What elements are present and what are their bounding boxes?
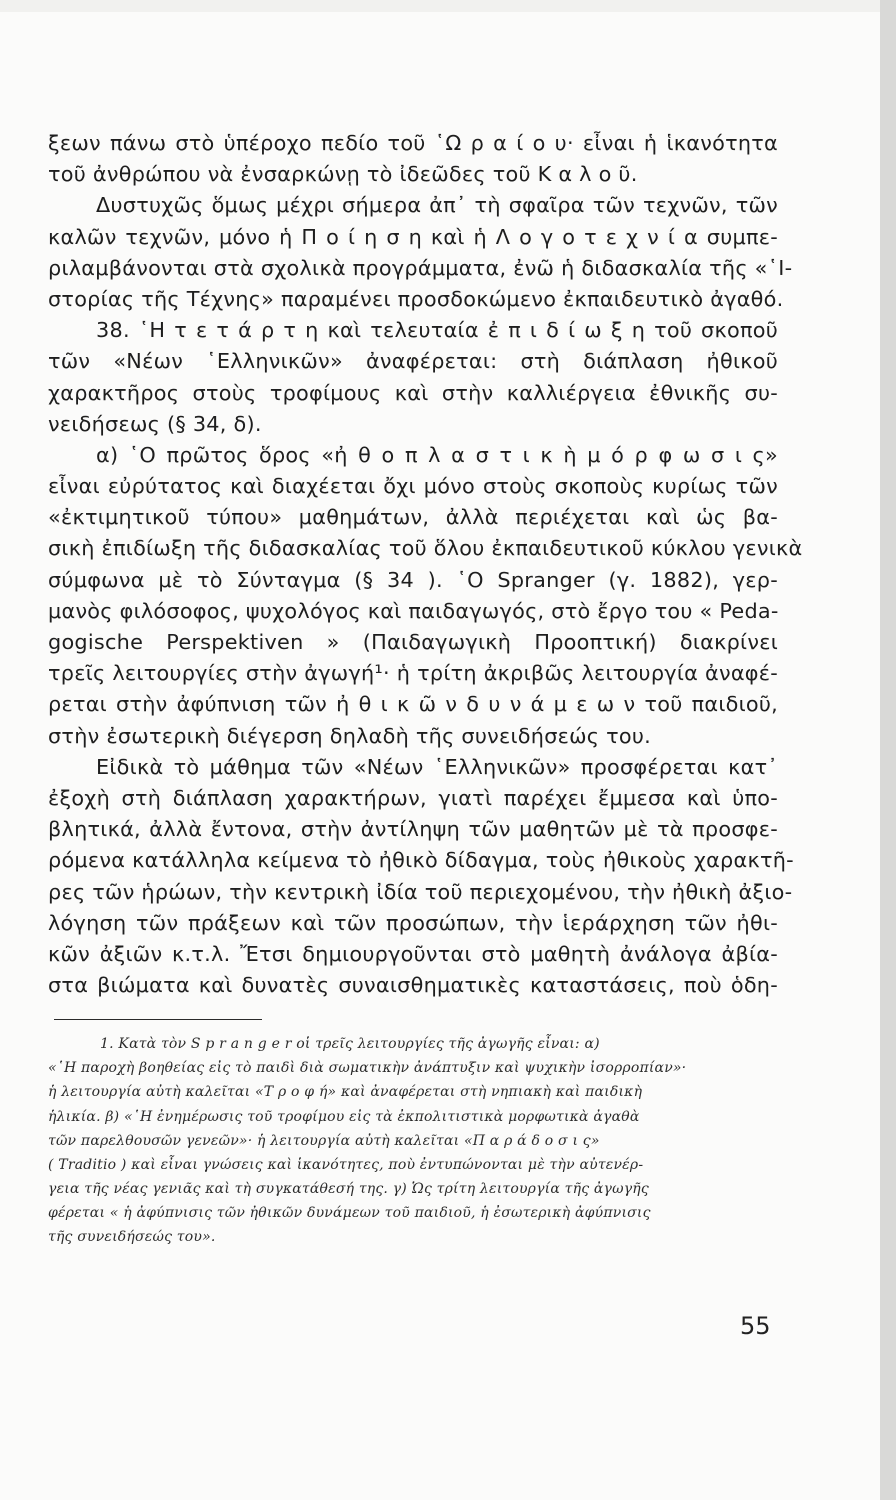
page-body [48, 128, 803, 1249]
footnote-line: γεια τῆς νέας γενιᾶς καὶ τὴ συγκατάθεσή της. γ) Ὡς τρίτη λειτουργία τῆς ἀγωγῆς [48, 1180, 649, 1197]
body-line: καλῶν τεχνῶν, μόνο ἡ Π ο ί η σ η καὶ ἡ Λ ο γ ο τ ε χ ν ί α συμπε- [48, 224, 778, 249]
body-line: λόγηση τῶν πράξεων καὶ τῶν προσώπων, τὴν ἱεράρχηση τῶν ἠθι- [48, 910, 778, 935]
body-line: ριλαμβάνονται στὰ σχολικὰ προγράμματα, ἐνῶ ἡ διδασκαλία τῆς «῾Ι- [48, 255, 793, 280]
body-line: gogische Perspektiven » (Παιδαγωγικὴ Προοπτική) διακρίνει [48, 630, 778, 654]
body-line: ρεται στὴν ἀφύπνιση τῶν ἠ θ ι κ ῶ ν δ υ ν ά μ ε ω ν τοῦ παιδιοῦ, [48, 692, 778, 717]
body-line: νειδήσεως (§ 34, δ). [48, 411, 262, 436]
footnote-line: ( Traditio ) καὶ εἶναι γνώσεις καὶ ἱκανότητες, ποὺ ἐντυπώνονται μὲ τὴν αὐτενέρ- [48, 1156, 644, 1173]
body-line: 38. ῾Η τ ε τ ά ρ τ η καὶ τελευταία ἐ π ι δ ί ω ξ η τοῦ σκοποῦ [96, 318, 778, 343]
body-line: βλητικά, ἀλλὰ ἔντονα, στὴν ἀντίληψη τῶν μαθητῶν μὲ τὰ προσφε- [48, 817, 778, 842]
body-line: ρες τῶν ἡρώων, τὴν κεντρικὴ ἰδία τοῦ περιεχομένου, τὴν ἠθικὴ ἀξιο- [48, 879, 793, 904]
page-right-edge [880, 0, 896, 1500]
body-line: τρεῖς λειτουργίες στὴν ἀγωγή¹· ἡ τρίτη ἀκριβῶς λειτουργία ἀναφέ- [48, 661, 778, 686]
body-line: μανὸς φιλόσοφος, ψυχολόγος καὶ παιδαγωγός, στὸ ἔργο του « Peda- [48, 598, 779, 623]
body-line: σικὴ ἐπιδίωξη τῆς διδασκαλίας τοῦ ὅλου ἐκπαιδευτικοῦ κύκλου γενικὰ [48, 536, 803, 561]
body-line: Εἰδικὰ τὸ μάθημα τῶν «Νέων ῾Ελληνικῶν» προσφέρεται κατ᾿ [96, 754, 778, 779]
body-line: τῶν «Νέων ῾Ελληνικῶν» ἀναφέρεται: στὴ διάπλαση ἠθικοῦ [48, 349, 778, 374]
body-line: στὴν ἐσωτερικὴ διέγερση δηλαδὴ τῆς συνειδήσεώς του. [48, 723, 651, 748]
footnote-divider [54, 1019, 262, 1020]
body-line: στορίας τῆς Τέχνης» παραμένει προσδοκώμενο ἐκπαιδευτικὸ ἀγαθό. [48, 286, 784, 311]
page-top-edge [0, 0, 896, 12]
footnote-line: 1. Κατὰ τὸν S p r a n g e r οἱ τρεῖς λειτουργίες τῆς ἀγωγῆς εἶναι: α) [100, 1036, 600, 1053]
body-line: Δυστυχῶς ὅμως μέχρι σήμερα ἀπ᾿ τὴ σφαῖρα τῶν τεχνῶν, τῶν [96, 193, 778, 218]
page-number: 55 [740, 1312, 771, 1340]
body-line: α) ῾Ο πρῶτος ὅρος «ἠ θ ο π λ α σ τ ι κ ὴ μ ό ρ φ ω σ ι ς» [96, 442, 778, 467]
body-line: ἐξοχὴ στὴ διάπλαση χαρακτήρων, γιατὶ παρέχει ἔμμεσα καὶ ὑπο- [48, 785, 778, 810]
body-line: «ἐκτιμητικοῦ τύπου» μαθημάτων, ἀλλὰ περιέχεται καὶ ὡς βα- [48, 505, 778, 530]
footnote-line: τῶν παρελθουσῶν γενεῶν»· ἡ λειτουργία αὐτὴ καλεῖται «Π α ρ ά δ ο σ ι ς» [48, 1132, 600, 1149]
body-line: κῶν ἀξιῶν κ.τ.λ. Ἔτσι δημιουργοῦνται στὸ μαθητὴ ἀνάλογα ἀβία- [48, 941, 778, 966]
body-line: εἶναι εὐρύτατος καὶ διαχέεται ὄχι μόνο στοὺς σκοποὺς κυρίως τῶν [48, 474, 778, 499]
footnote-line: ἡλικία. β) «῾Η ἐνημέρωσις τοῦ τροφίμου εἰς τὰ ἐκπολιτιστικὰ μορφωτικὰ ἀγαθὰ [48, 1108, 640, 1125]
body-line: ρόμενα κατάλληλα κείμενα τὸ ἠθικὸ δίδαγμα, τοὺς ἠθικοὺς χαρακτῆ- [48, 848, 794, 873]
body-line: ξεων πάνω στὸ ὑπέροχο πεδίο τοῦ ῾Ω ρ α ί ο υ· εἶναι ἡ ἱκανότητα [48, 131, 778, 155]
body-line: τοῦ ἀνθρώπου νὰ ἐνσαρκώνῃ τὸ ἰδεῶδες τοῦ Κ α λ ο ῦ. [48, 162, 638, 187]
footnote-line: «῾Η παροχὴ βοηθείας εἰς τὸ παιδὶ διὰ σωματικὴν ἀνάπτυξιν καὶ ψυχικὴν ἰσορροπίαν»· [48, 1060, 687, 1077]
footnote-line: ἡ λειτουργία αὐτὴ καλεῖται «Τ ρ ο φ ή» καὶ ἀναφέρεται στὴ νηπιακὴ καὶ παιδικὴ [48, 1084, 643, 1101]
footnote-line: φέρεται « ἡ ἀφύπνισις τῶν ἠθικῶν δυνάμεων τοῦ παιδιοῦ, ἡ ἐσωτερικὴ ἀφύπνισις [48, 1204, 651, 1221]
body-line: χαρακτῆρος στοὺς τροφίμους καὶ στὴν καλλιέργεια ἐθνικῆς συ- [48, 380, 778, 405]
body-line: στα βιώματα καὶ δυνατὲς συναισθηματικὲς καταστάσεις, ποὺ ὁδη- [48, 973, 778, 998]
body-line: σύμφωνα μὲ τὸ Σύνταγμα (§ 34 ). ῾Ο Spranger (γ. 1882), γερ- [48, 567, 778, 592]
footnote-line: τῆς συνειδήσεώς του». [48, 1229, 216, 1245]
